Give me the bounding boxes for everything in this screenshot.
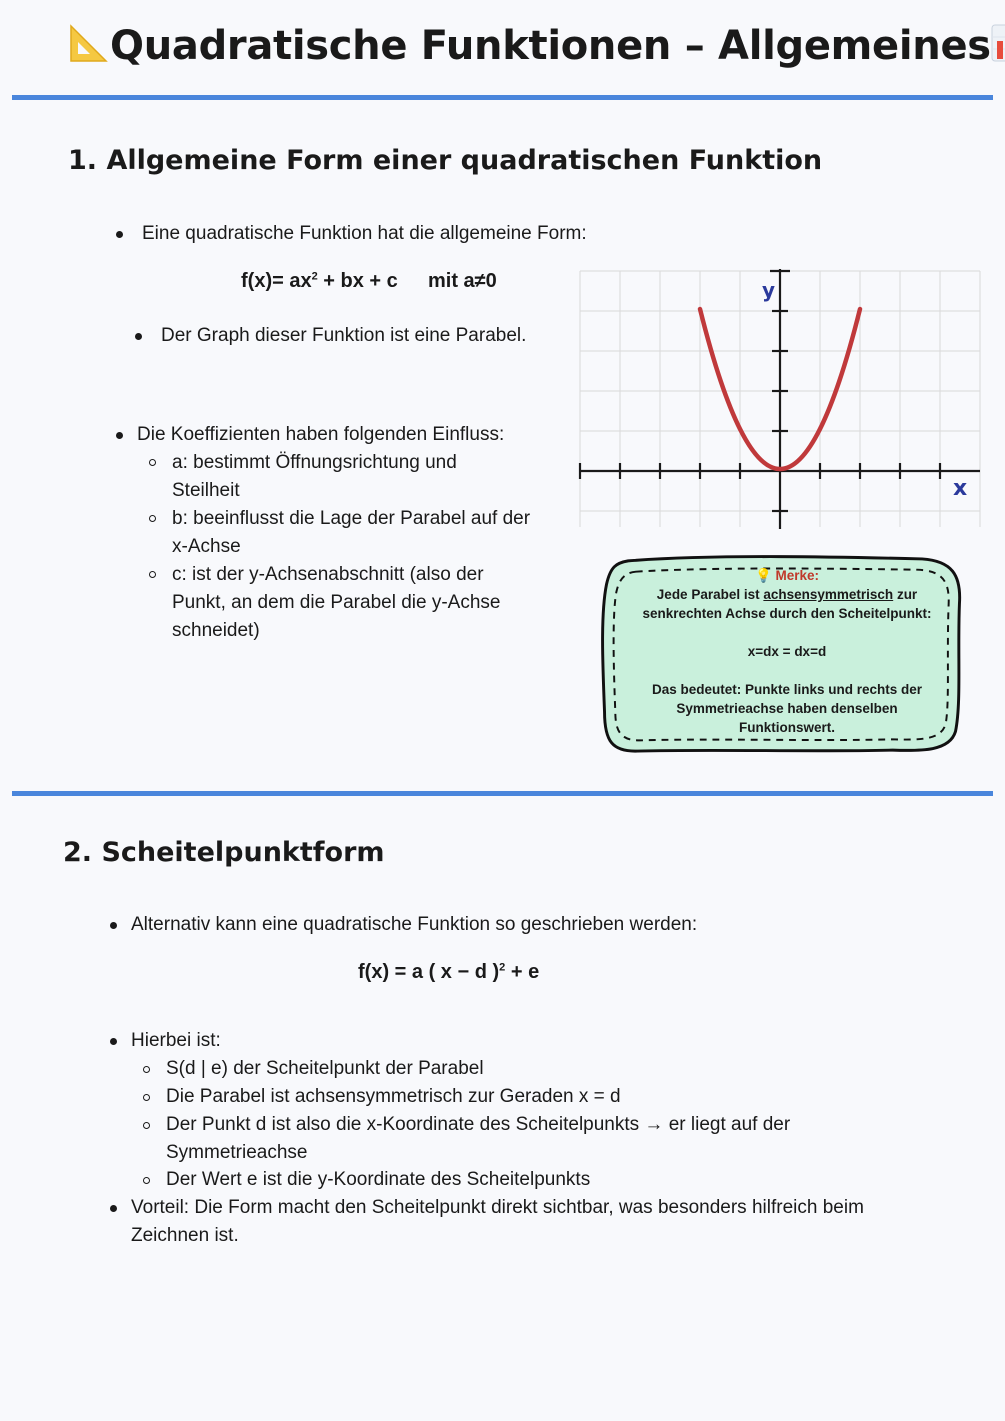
vertex-item-2: Die Parabel ist achsensymmetrisch zur Geraden x = d [166,1086,621,1107]
sub-bullet [143,1177,150,1184]
sub-bullet [143,1066,150,1073]
merke-line6: Funktionswert. [738,720,835,735]
section1-heading: 1. Allgemeine Form einer quadratischen Funktion [68,145,823,176]
bar-chart-icon [991,23,1005,73]
merke-line3: x=dx = dx=d [747,644,827,659]
bullet [110,922,117,929]
lightbulb-icon: 💡 [754,568,772,583]
x-axis-label: x [953,476,968,501]
y-axis-label: y [762,278,776,302]
graph-axes [580,269,980,529]
formula-condition: mit a≠0 [428,270,497,292]
coeff-c-line3: schneidet) [172,620,260,641]
coeff-a-line2: Steilheit [172,480,240,501]
formula-part1: f(x)= ax [241,270,312,292]
vorteil-line2: Zeichnen ist. [131,1225,239,1246]
coeff-a [172,449,562,505]
coeff-intro: Die Koeffizienten haben folgenden Einfluss: [137,424,505,445]
merke-line1-underlined: achsensymmetrisch [763,587,894,602]
merke-line2: senkrechten Achse durch den Scheitelpunkt: [642,606,932,621]
coeff-b-line2: x-Achse [172,536,241,557]
coeff-c-line2: Punkt, an dem die Parabel die y-Achse [172,592,501,613]
coeff-c-line1: c: ist der y-Achsenabschnitt (also der [172,564,484,585]
bullet [110,1205,117,1212]
graph-note: Der Graph dieser Funktion ist eine Parabel. [161,325,527,346]
vertex-item-3 [166,1111,790,1167]
triangle-ruler-icon [68,22,110,74]
sub-bullet [143,1094,150,1101]
page-title [68,22,1005,74]
hierbei-label: Hierbei ist: [131,1030,221,1051]
coeff-a-line1: a: bestimmt Öffnungsrichtung und [172,452,457,473]
bullet [116,432,123,439]
section2-intro: Alternativ kann eine quadratische Funktion so geschrieben werden: [131,914,698,935]
vertex-formula-part1: f(x) = a ( x − d ) [358,961,500,983]
merke-line4: Das bedeutet: Punkte links und rechts der [651,682,923,697]
vertex-formula-exponent: 2 [499,961,506,974]
parabola-graph [578,265,983,535]
coeff-b-line1: b: beeinflusst die Lage der Parabel auf der [172,508,531,529]
coeff-b [172,505,572,561]
coeff-c [172,561,572,645]
section2-heading: 2. Scheitelpunktform [63,837,385,868]
sub-bullet [149,571,156,578]
vorteil-text [131,1194,991,1250]
sub-bullet [149,515,156,522]
vertex-form-formula [358,961,539,984]
formula-part2: + bx + c [317,270,398,292]
bullet [110,1038,117,1045]
merke-line5: Symmetrieachse haben denselben [676,701,898,716]
merke-line1 [606,585,968,604]
general-form-formula [241,270,398,293]
header-divider [12,95,993,100]
vertex-item-4: Der Wert e ist die y-Koordinate des Scheitelpunkts [166,1169,591,1190]
merke-content [606,566,968,737]
bullet [135,333,142,340]
merke-line1-post: zur [893,587,918,602]
vertex-formula-part2: + e [505,961,540,983]
page-title-text: Quadratische Funktionen – Allgemeines [110,23,991,69]
section1-intro: Eine quadratische Funktion hat die allgemeine Form: [142,223,587,244]
bullet [116,231,123,238]
section-divider [12,791,993,796]
vorteil-line1: Vorteil: Die Form macht den Scheitelpunkt direkt sichtbar, was besonders hilfreich beim [131,1197,864,1218]
merke-heading [606,566,968,585]
formula-exponent: 2 [311,270,318,283]
vertex-item-3-line2: Symmetrieachse [166,1142,308,1163]
merke-line1-pre: Jede Parabel ist [656,587,764,602]
sub-bullet [143,1122,150,1129]
sub-bullet [149,459,156,466]
merke-label: Merke: [775,568,820,583]
vertex-item-1: S(d | e) der Scheitelpunkt der Parabel [166,1058,484,1079]
vertex-item-3-line1: Der Punkt d ist also die x-Koordinate des Scheitelpunkts → er liegt auf der [166,1114,791,1135]
